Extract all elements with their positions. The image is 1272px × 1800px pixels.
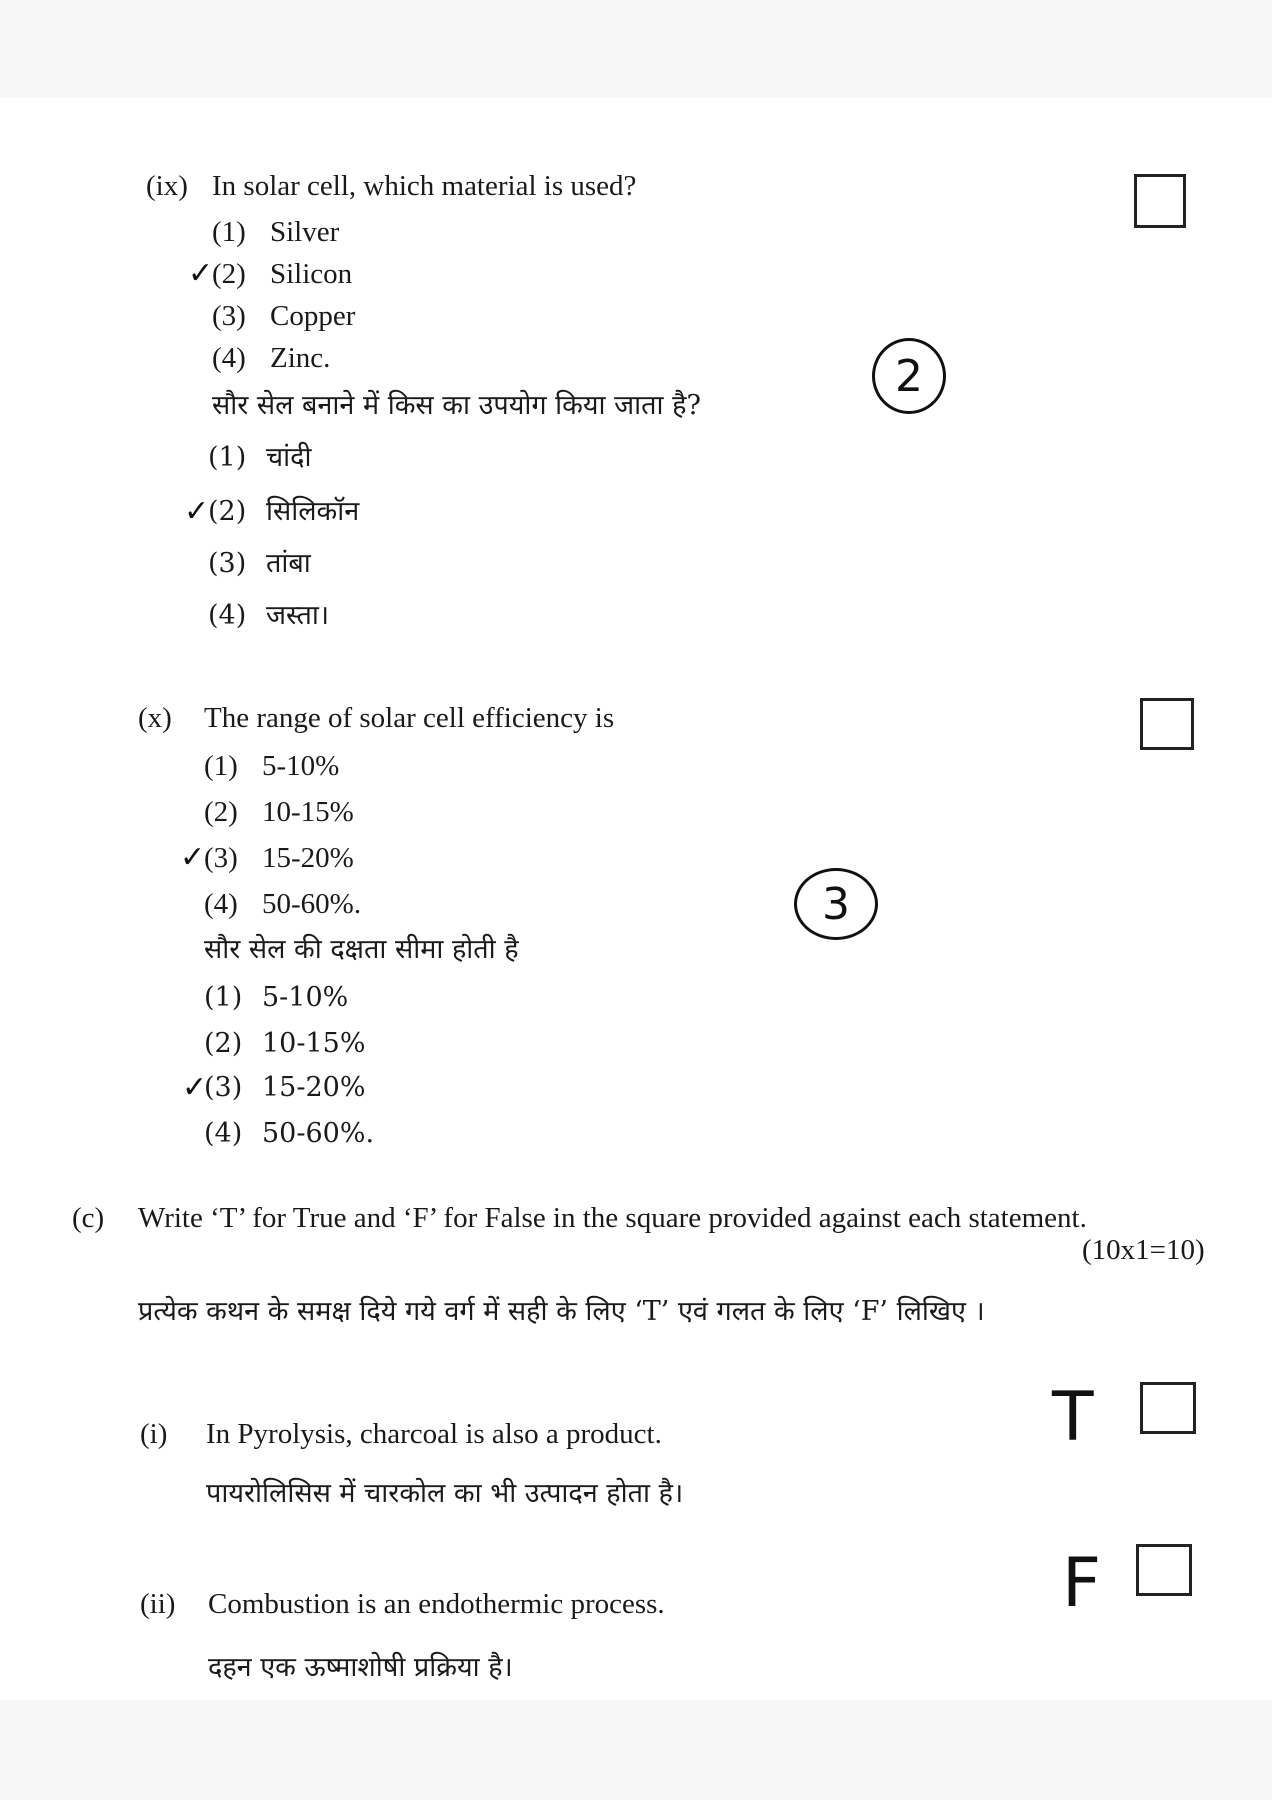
section-c-marks: (10x1=10): [1082, 1234, 1205, 1266]
q10-question-en: The range of solar cell efficiency is: [204, 702, 615, 734]
q10-option-hi-1-text: 5-10%: [262, 982, 349, 1013]
statement-1-number: (i): [140, 1418, 168, 1450]
statement-1-answer-box[interactable]: [1140, 1382, 1196, 1434]
q10-number: (x): [138, 702, 172, 734]
q10-option-2-num: (2): [204, 796, 238, 828]
statement-2-handwritten-answer: F: [1062, 1544, 1102, 1623]
statement-1-handwritten-answer: T: [1052, 1378, 1094, 1457]
q9-number: (ix): [146, 170, 188, 202]
q10-question-hi: सौर सेल की दक्षता सीमा होती है: [204, 934, 519, 965]
q10-option-1-text: 5-10%: [262, 750, 340, 782]
q10-option-hi-2-num: (2): [204, 1028, 243, 1059]
q9-option-4-text: Zinc.: [270, 342, 331, 374]
q10-option-2-text: 10-15%: [262, 796, 354, 828]
q9-option-2-text: Silicon: [270, 258, 353, 290]
q9-option-3-text: Copper: [270, 300, 356, 332]
q10-option-hi-4-text: 50-60%.: [262, 1118, 375, 1149]
q10-option-hi-4-num: (4): [204, 1118, 243, 1149]
q9-option-hi-1-num: (1): [208, 442, 247, 473]
q9-option-hi-3-num: (3): [208, 548, 247, 579]
statement-1-text-hi: पायरोलिसिस में चारकोल का भी उत्पादन होता है।: [206, 1478, 684, 1509]
q10-option-4-num: (4): [204, 888, 238, 920]
q9-option-hi-3-text: तांबा: [266, 548, 311, 579]
q10-option-hi-3-num: (3): [204, 1072, 243, 1103]
q9-option-2-num: (2): [212, 258, 246, 290]
q9-option-hi-4-text: जस्ता।: [266, 600, 330, 631]
q9-option-hi-1-text: चांदी: [266, 442, 312, 473]
q9-question-en: In solar cell, which material is used?: [212, 170, 637, 202]
q10-answer-box[interactable]: [1140, 698, 1194, 750]
q10-option-hi-2-text: 10-15%: [262, 1028, 366, 1059]
statement-2-text-hi: दहन एक ऊष्माशोषी प्रक्रिया है।: [208, 1652, 513, 1683]
q10-option-1-num: (1): [204, 750, 238, 782]
q9-answer-box[interactable]: [1134, 174, 1186, 228]
statement-2-text-en: Combustion is an endothermic process.: [208, 1588, 665, 1620]
q10-option-4-text: 50-60%.: [262, 888, 362, 920]
statement-2-number: (ii): [140, 1588, 176, 1620]
statement-2-answer-box[interactable]: [1136, 1544, 1192, 1596]
q9-option-1-text: Silver: [270, 216, 340, 248]
q10-option-hi-3-text: 15-20%: [262, 1072, 366, 1103]
q9-option-3-num: (3): [212, 300, 246, 332]
section-c-label: (c): [72, 1202, 105, 1234]
q9-option-hi-2-num: (2): [208, 496, 247, 527]
q9-question-hi: सौर सेल बनाने में किस का उपयोग किया जाता है?: [212, 390, 701, 421]
section-c-instruction-hi: प्रत्येक कथन के समक्ष दिये गये वर्ग में सही के लिए ‘T’ एवं गलत के लिए ‘F’ लिखिए ।: [138, 1296, 985, 1327]
statement-1-text-en: In Pyrolysis, charcoal is also a product.: [206, 1418, 662, 1450]
q10-option-hi-1-num: (1): [204, 982, 243, 1013]
section-c-instruction-en: Write ‘T’ for True and ‘F’ for False in the square provided against each statement.: [138, 1202, 1087, 1234]
q9-option-2-tick-mark: ✓: [188, 256, 214, 291]
q10-option-hi-3-tick-mark: ✓: [182, 1070, 208, 1105]
q9-answer-circled: 2: [872, 338, 946, 414]
q10-answer-circled: 3: [794, 868, 878, 940]
q10-option-3-text: 15-20%: [262, 842, 354, 874]
q9-option-hi-2-tick-mark: ✓: [184, 494, 210, 529]
q9-option-hi-2-text: सिलिकॉन: [266, 496, 360, 527]
q9-option-hi-4-num: (4): [208, 600, 247, 631]
q9-option-1-num: (1): [212, 216, 246, 248]
q10-option-3-tick-mark: ✓: [180, 840, 206, 875]
q9-option-4-num: (4): [212, 342, 246, 374]
q10-option-3-num: (3): [204, 842, 238, 874]
exam-page: [0, 98, 1272, 1700]
